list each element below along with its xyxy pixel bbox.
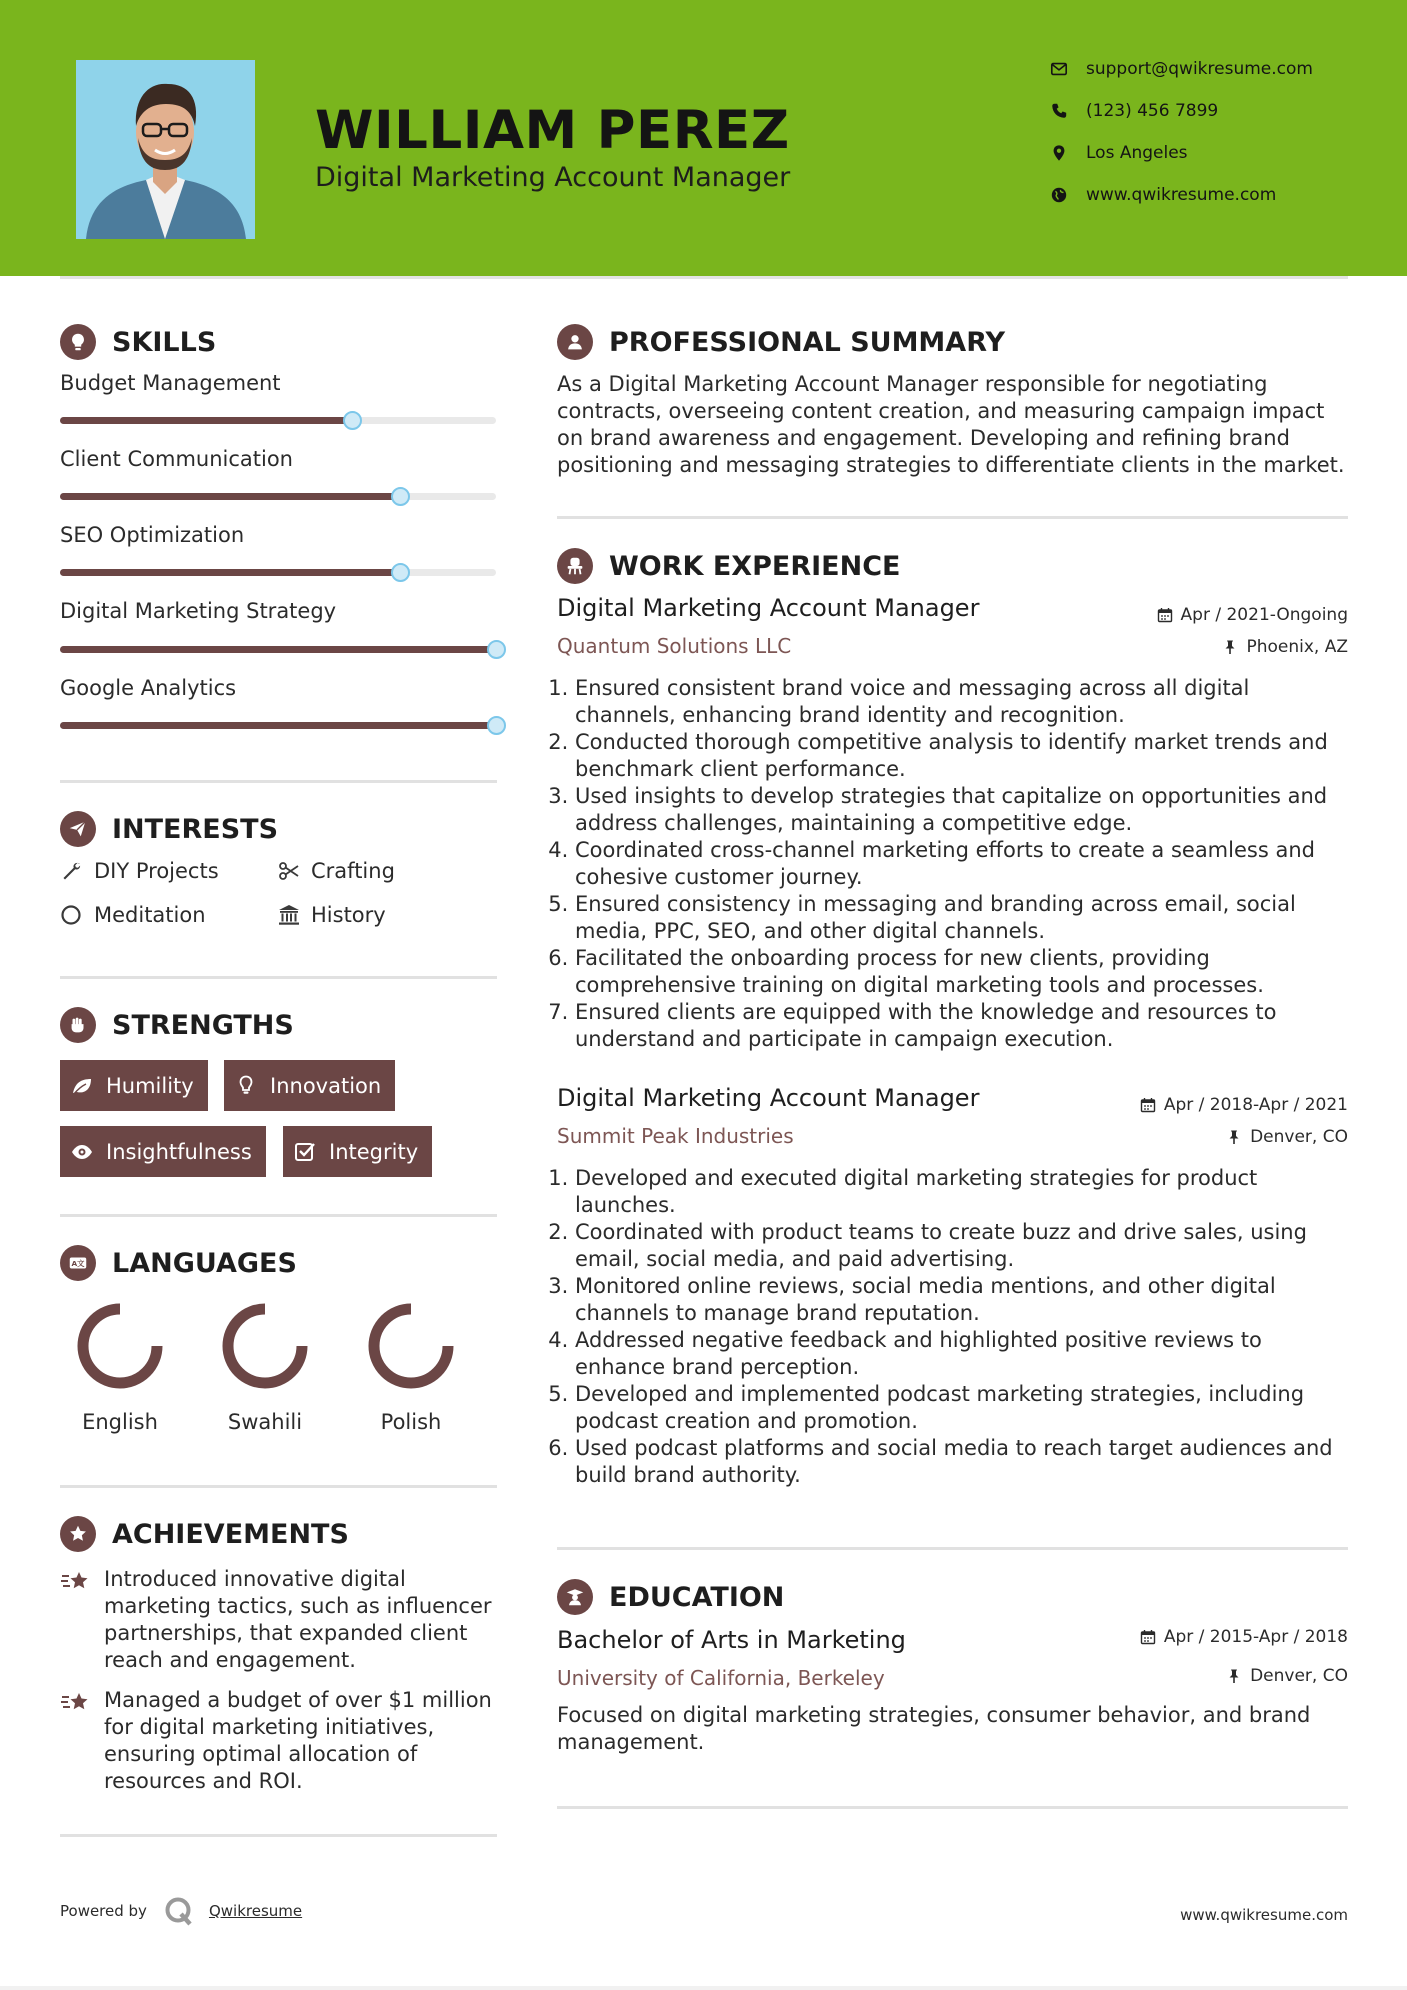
interest-item xyxy=(60,859,219,883)
skill-name: Client Communication xyxy=(60,447,293,471)
pushpin-icon xyxy=(1222,639,1238,655)
museum-icon xyxy=(277,903,301,927)
section-divider xyxy=(557,1547,1348,1550)
qwikresume-logo-icon[interactable] xyxy=(163,1895,195,1927)
language-ring xyxy=(365,1300,457,1392)
experience-heading-text: WORK EXPERIENCE xyxy=(609,550,901,582)
envelope-icon xyxy=(1050,60,1068,78)
language-card-icon xyxy=(60,1245,96,1281)
user-icon xyxy=(557,324,593,360)
job-company: Summit Peak Industries xyxy=(557,1124,794,1148)
interest-label: History xyxy=(311,903,386,927)
interest-label: Crafting xyxy=(311,859,395,883)
skill-bar xyxy=(60,493,496,500)
svg-text:A文: A文 xyxy=(71,1259,85,1269)
qwikresume-link[interactable]: Qwikresume xyxy=(208,1902,303,1920)
section-divider xyxy=(60,1485,497,1488)
strengths-heading-text: STRENGTHS xyxy=(112,1009,294,1041)
skill-bar xyxy=(60,646,496,653)
skill-name: SEO Optimization xyxy=(60,523,245,547)
shooting-star-icon xyxy=(60,1568,92,1596)
job-location xyxy=(1226,1127,1348,1147)
education-location xyxy=(1226,1666,1348,1686)
lightbulb-icon xyxy=(234,1074,258,1098)
section-divider xyxy=(557,516,1348,519)
paper-plane-icon xyxy=(60,811,96,847)
candidate-title: Digital Marketing Account Manager xyxy=(315,162,791,193)
map-marker-icon xyxy=(1050,144,1068,162)
skill-bar xyxy=(60,417,496,424)
job-title: Digital Marketing Account Manager xyxy=(557,1084,980,1112)
achievement-text: Managed a budget of over $1 million for digital marketing initiatives, ensuring optimal allocation of resources and ROI. xyxy=(104,1688,492,1793)
skill-bar xyxy=(60,722,496,729)
language-item xyxy=(205,1300,325,1434)
leaf-icon xyxy=(70,1074,94,1098)
calendar-icon xyxy=(1140,1629,1156,1645)
skill-bar-knob xyxy=(487,640,506,659)
strength-label: Innovation xyxy=(270,1073,382,1098)
shooting-star-icon xyxy=(60,1689,92,1717)
skills-heading-text: SKILLS xyxy=(112,326,217,358)
skill-bar-fill xyxy=(60,417,352,424)
checkbox-icon xyxy=(293,1140,317,1164)
scissors-icon xyxy=(277,859,301,883)
language-name: Swahili xyxy=(227,1410,303,1434)
skill-bar xyxy=(60,569,496,576)
education-school: University of California, Berkeley xyxy=(557,1666,885,1690)
strength-label: Insightfulness xyxy=(106,1139,252,1164)
star-badge-icon xyxy=(60,1516,96,1552)
job-dates-text: Apr / 2018-Apr / 2021 xyxy=(1163,1095,1348,1115)
list-item: 3. Used insights to develop strategies that capitalize on opportunities and address challenges, maintaining a competitive edge. xyxy=(575,783,1337,837)
circle-icon xyxy=(60,903,84,927)
eye-icon xyxy=(70,1140,94,1164)
skill-bar-knob xyxy=(487,716,506,735)
list-item: 4. Addressed negative feedback and highlighted positive reviews to enhance brand perception. xyxy=(575,1327,1337,1381)
list-item: 1. Ensured consistent brand voice and messaging across all digital channels, enhancing brand identity and recognition. xyxy=(575,675,1337,729)
pushpin-icon xyxy=(1226,1668,1242,1684)
interest-item xyxy=(60,903,206,927)
education-heading-text: EDUCATION xyxy=(609,1581,785,1613)
list-item: 1. Developed and executed digital marketing strategies for product launches. xyxy=(575,1165,1337,1219)
skill-bar-fill xyxy=(60,646,496,653)
strength-label: Integrity xyxy=(329,1139,419,1164)
contact-phone[interactable] xyxy=(1050,97,1370,125)
list-item: 6. Facilitated the onboarding process for new clients, providing comprehensive training on digital marketing tools and processes. xyxy=(575,945,1337,999)
education-dates xyxy=(1140,1627,1348,1647)
summary-text: As a Digital Marketing Account Manager responsible for negotiating contracts, overseeing content creation, and measuring campaign impact on brand awareness and engagement. Developing and refining brand positioning and messaging strategies to differentiate clients in the market. xyxy=(557,372,1345,477)
strength-tag xyxy=(60,1060,208,1111)
list-item: 3. Monitored online reviews, social media mentions, and other digital channels to manage brand reputation. xyxy=(575,1273,1337,1327)
strength-tag xyxy=(283,1126,432,1177)
summary-heading-text: PROFESSIONAL SUMMARY xyxy=(609,326,1006,358)
achievement-text: Introduced innovative digital marketing tactics, such as influencer partnerships, that expanded client reach and engagement. xyxy=(104,1567,492,1672)
strengths-heading xyxy=(60,1007,294,1043)
summary-heading xyxy=(557,324,1005,360)
language-ring xyxy=(219,1300,311,1392)
wrench-icon xyxy=(60,859,84,883)
achievements-heading xyxy=(60,1516,349,1552)
job-location xyxy=(1222,637,1348,657)
language-item xyxy=(351,1300,471,1434)
strength-label: Humility xyxy=(106,1073,194,1098)
skill-bar-fill xyxy=(60,722,496,729)
language-item xyxy=(60,1300,180,1434)
interest-item xyxy=(277,903,386,927)
contact-email-text: support@qwikresume.com xyxy=(1086,59,1313,79)
skills-heading xyxy=(60,324,216,360)
job-dates xyxy=(1157,605,1348,625)
list-item: 7. Ensured clients are equipped with the knowledge and resources to understand and participate in campaign execution. xyxy=(575,999,1337,1053)
interests-heading-text: INTERESTS xyxy=(112,813,279,845)
contact-location xyxy=(1050,139,1370,167)
language-name: Polish xyxy=(380,1410,442,1434)
skill-bar-knob xyxy=(391,487,410,506)
skill-name: Google Analytics xyxy=(60,676,237,700)
contact-email[interactable] xyxy=(1050,55,1370,83)
graduate-icon xyxy=(557,1579,593,1615)
globe-icon xyxy=(1050,186,1068,204)
list-item: 2. Coordinated with product teams to create buzz and drive sales, using email, social media, and paid advertising. xyxy=(575,1219,1337,1273)
footer-url[interactable]: www.qwikresume.com xyxy=(1180,1906,1348,1924)
pushpin-icon xyxy=(1226,1129,1242,1145)
section-divider xyxy=(60,976,497,979)
calendar-icon xyxy=(1140,1097,1156,1113)
job-dates xyxy=(1140,1095,1348,1115)
education-dates-text: Apr / 2015-Apr / 2018 xyxy=(1163,1627,1348,1647)
job-responsibilities xyxy=(557,675,1337,1053)
page-bottom-edge xyxy=(0,1986,1407,1990)
skill-name: Budget Management xyxy=(60,371,281,395)
education-heading xyxy=(557,1579,784,1615)
languages-heading-text: LANGUAGES xyxy=(112,1247,297,1279)
header-rule xyxy=(60,276,1348,279)
job-dates-text: Apr / 2021-Ongoing xyxy=(1180,605,1348,625)
section-divider xyxy=(60,780,497,783)
section-divider xyxy=(557,1806,1348,1809)
calendar-icon xyxy=(1157,607,1173,623)
list-item: 4. Coordinated cross-channel marketing efforts to create a seamless and cohesive customer journey. xyxy=(575,837,1337,891)
education-degree: Bachelor of Arts in Marketing xyxy=(557,1626,906,1654)
powered-by-label: Powered by xyxy=(60,1902,147,1920)
education-description: Focused on digital marketing strategies, consumer behavior, and brand management. xyxy=(557,1703,1311,1754)
section-divider xyxy=(60,1834,497,1837)
phone-icon xyxy=(1050,102,1068,120)
candidate-name: WILLIAM PEREZ xyxy=(315,100,790,161)
strength-tag xyxy=(224,1060,395,1111)
interest-label: DIY Projects xyxy=(94,859,219,883)
achievements-heading-text: ACHIEVEMENTS xyxy=(112,1518,349,1550)
job-location-text: Denver, CO xyxy=(1250,1127,1348,1147)
skill-bar-knob xyxy=(391,563,410,582)
profile-photo xyxy=(76,60,255,239)
job-company: Quantum Solutions LLC xyxy=(557,634,792,658)
achievement-item xyxy=(60,1566,500,1674)
contact-location-text: Los Angeles xyxy=(1086,143,1188,163)
job-title: Digital Marketing Account Manager xyxy=(557,594,980,622)
contact-website-text: www.qwikresume.com xyxy=(1086,185,1277,205)
chair-icon xyxy=(557,548,593,584)
languages-heading xyxy=(60,1245,297,1281)
skill-bar-knob xyxy=(343,411,362,430)
skill-bar-fill xyxy=(60,493,400,500)
fist-icon xyxy=(60,1007,96,1043)
language-name: English xyxy=(82,1410,158,1434)
experience-heading xyxy=(557,548,900,584)
footer-powered-by xyxy=(60,1895,302,1927)
interest-label: Meditation xyxy=(94,903,206,927)
list-item: 5. Ensured consistency in messaging and branding across email, social media, PPC, SEO, and other digital channels. xyxy=(575,891,1337,945)
lightbulb-icon xyxy=(60,324,96,360)
list-item: 2. Conducted thorough competitive analysis to identify market trends and benchmark client performance. xyxy=(575,729,1337,783)
education-location-text: Denver, CO xyxy=(1250,1666,1348,1686)
skill-bar-fill xyxy=(60,569,400,576)
skill-name: Digital Marketing Strategy xyxy=(60,599,337,623)
section-divider xyxy=(60,1214,497,1217)
job-location-text: Phoenix, AZ xyxy=(1246,637,1348,657)
strength-tag xyxy=(60,1126,266,1177)
list-item: 5. Developed and implemented podcast marketing strategies, including podcast creation and promotion. xyxy=(575,1381,1337,1435)
list-item: 6. Used podcast platforms and social media to reach target audiences and build brand authority. xyxy=(575,1435,1337,1489)
job-responsibilities xyxy=(557,1165,1337,1489)
interests-heading xyxy=(60,811,278,847)
interest-item xyxy=(277,859,395,883)
achievement-item xyxy=(60,1687,500,1795)
contact-phone-text: (123) 456 7899 xyxy=(1086,101,1219,121)
language-ring xyxy=(74,1300,166,1392)
contact-website[interactable] xyxy=(1050,181,1370,209)
